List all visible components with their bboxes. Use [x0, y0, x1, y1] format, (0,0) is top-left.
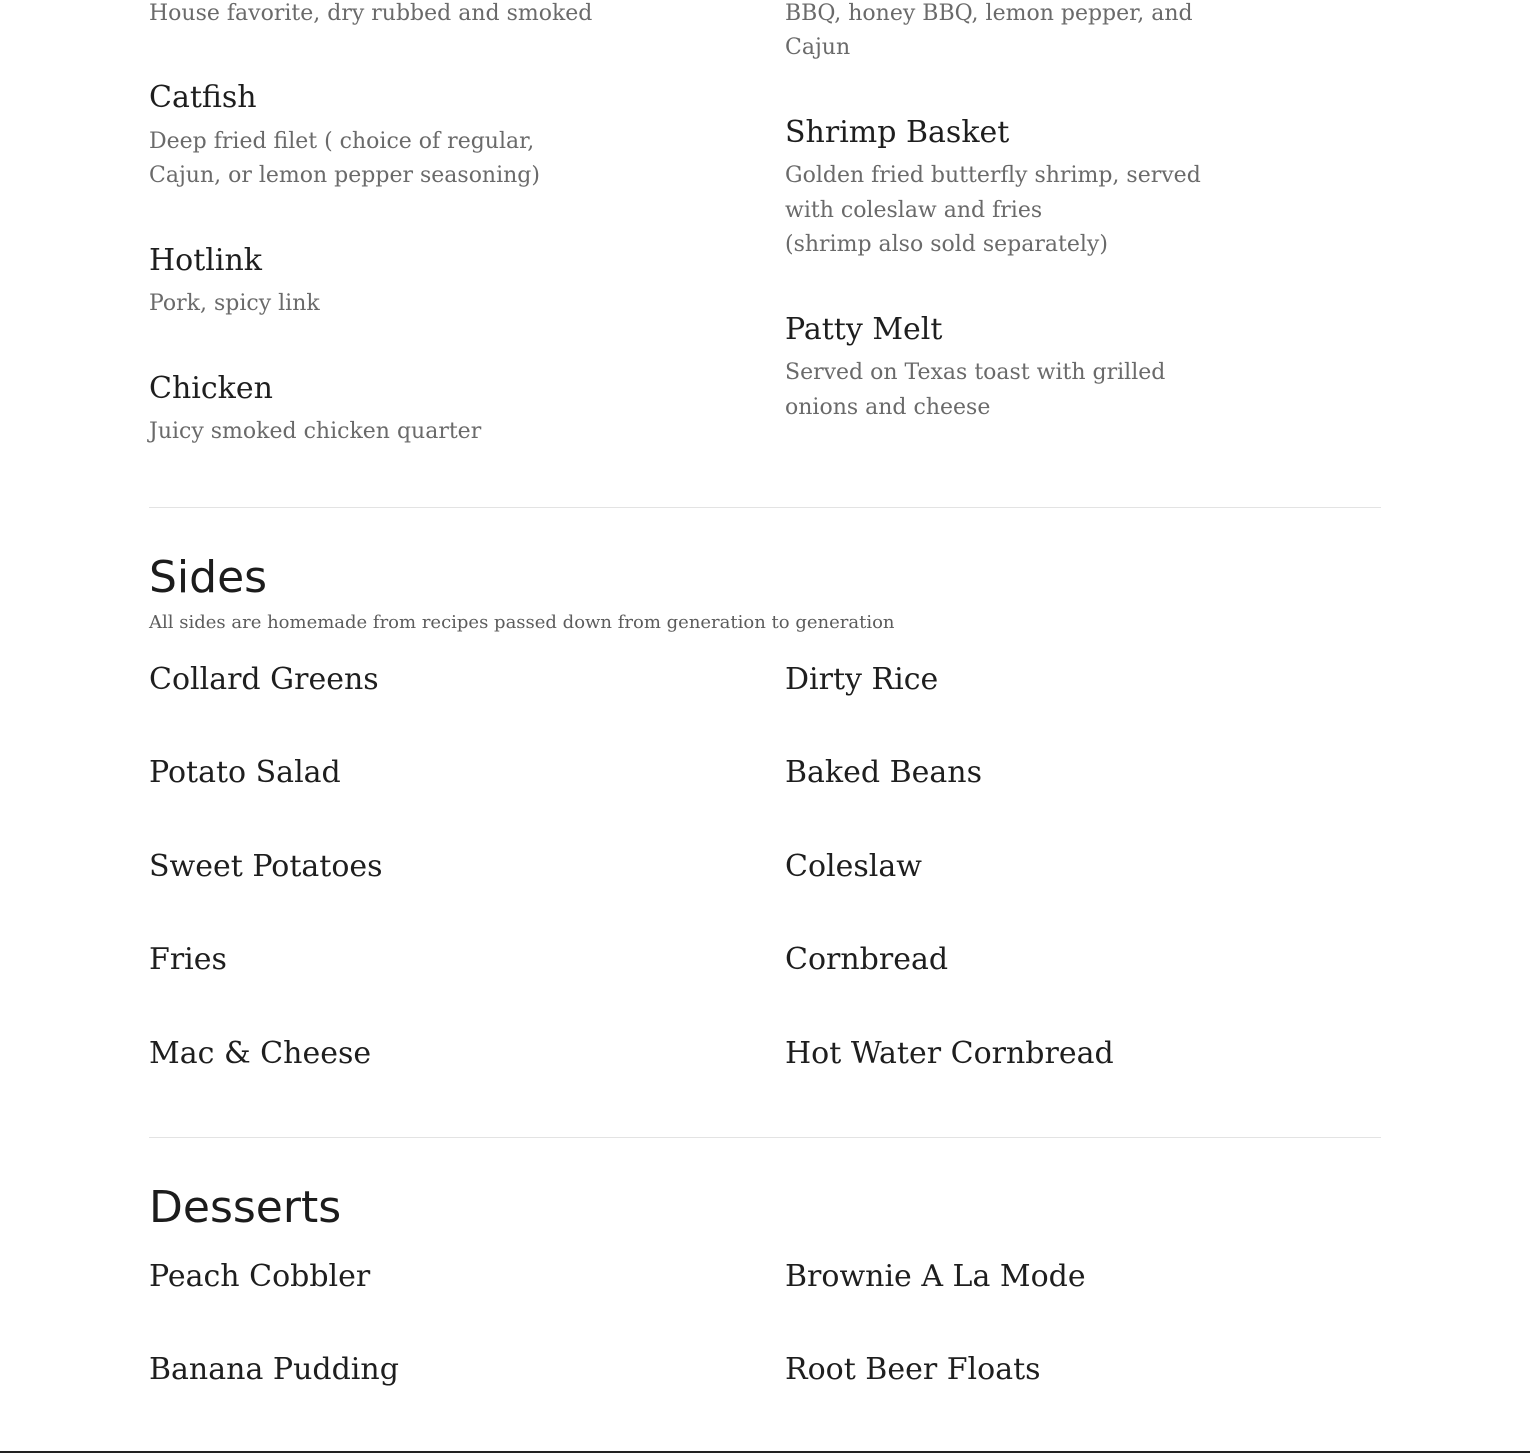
menu-item-description: House favorite, dry rubbed and smoked: [149, 1, 593, 26]
section-title-sides: Sides: [149, 552, 268, 603]
section-subtitle-sides: All sides are homemade from recipes passed down from generation to generation: [149, 612, 895, 633]
menu-item-name-hotlink: Hotlink: [149, 243, 262, 278]
dessert-item: Root Beer Floats: [785, 1352, 1041, 1387]
menu-item-name-shrimp-basket: Shrimp Basket: [785, 115, 1010, 150]
menu-item-description: Deep fried filet ( choice of regular,: [149, 129, 535, 154]
menu-item-description: with coleslaw and fries: [785, 198, 1043, 223]
menu-item-name-chicken: Chicken: [149, 371, 273, 406]
dessert-item: Banana Pudding: [149, 1352, 399, 1387]
side-item: Mac & Cheese: [149, 1036, 372, 1071]
side-item: Dirty Rice: [785, 662, 939, 697]
menu-item-description: (shrimp also sold separately): [785, 232, 1108, 257]
side-item: Collard Greens: [149, 662, 379, 697]
menu-item-description: Juicy smoked chicken quarter: [149, 419, 482, 444]
menu-item-description: onions and cheese: [785, 395, 991, 420]
side-item: Coleslaw: [785, 849, 922, 884]
section-title-desserts: Desserts: [149, 1182, 342, 1233]
menu-item-description: Pork, spicy link: [149, 291, 320, 316]
menu-item-description: Cajun: [785, 35, 851, 60]
side-item: Sweet Potatoes: [149, 849, 383, 884]
menu-item-description: Golden fried butterfly shrimp, served: [785, 163, 1201, 188]
menu-item-name-patty-melt: Patty Melt: [785, 312, 943, 347]
dessert-item: Brownie A La Mode: [785, 1259, 1086, 1294]
side-item: Cornbread: [785, 942, 949, 977]
menu-item-description: BBQ, honey BBQ, lemon pepper, and: [785, 1, 1193, 26]
side-item: Hot Water Cornbread: [785, 1036, 1114, 1071]
dessert-item: Peach Cobbler: [149, 1259, 371, 1294]
side-item: Baked Beans: [785, 755, 983, 790]
section-divider: [149, 1137, 1381, 1138]
side-item: Fries: [149, 942, 227, 977]
menu-item-description: Served on Texas toast with grilled: [785, 360, 1166, 385]
section-divider: [149, 507, 1381, 508]
menu-item-name-catfish: Catfish: [149, 80, 257, 115]
menu-item-description: Cajun, or lemon pepper seasoning): [149, 163, 540, 188]
side-item: Potato Salad: [149, 755, 341, 790]
